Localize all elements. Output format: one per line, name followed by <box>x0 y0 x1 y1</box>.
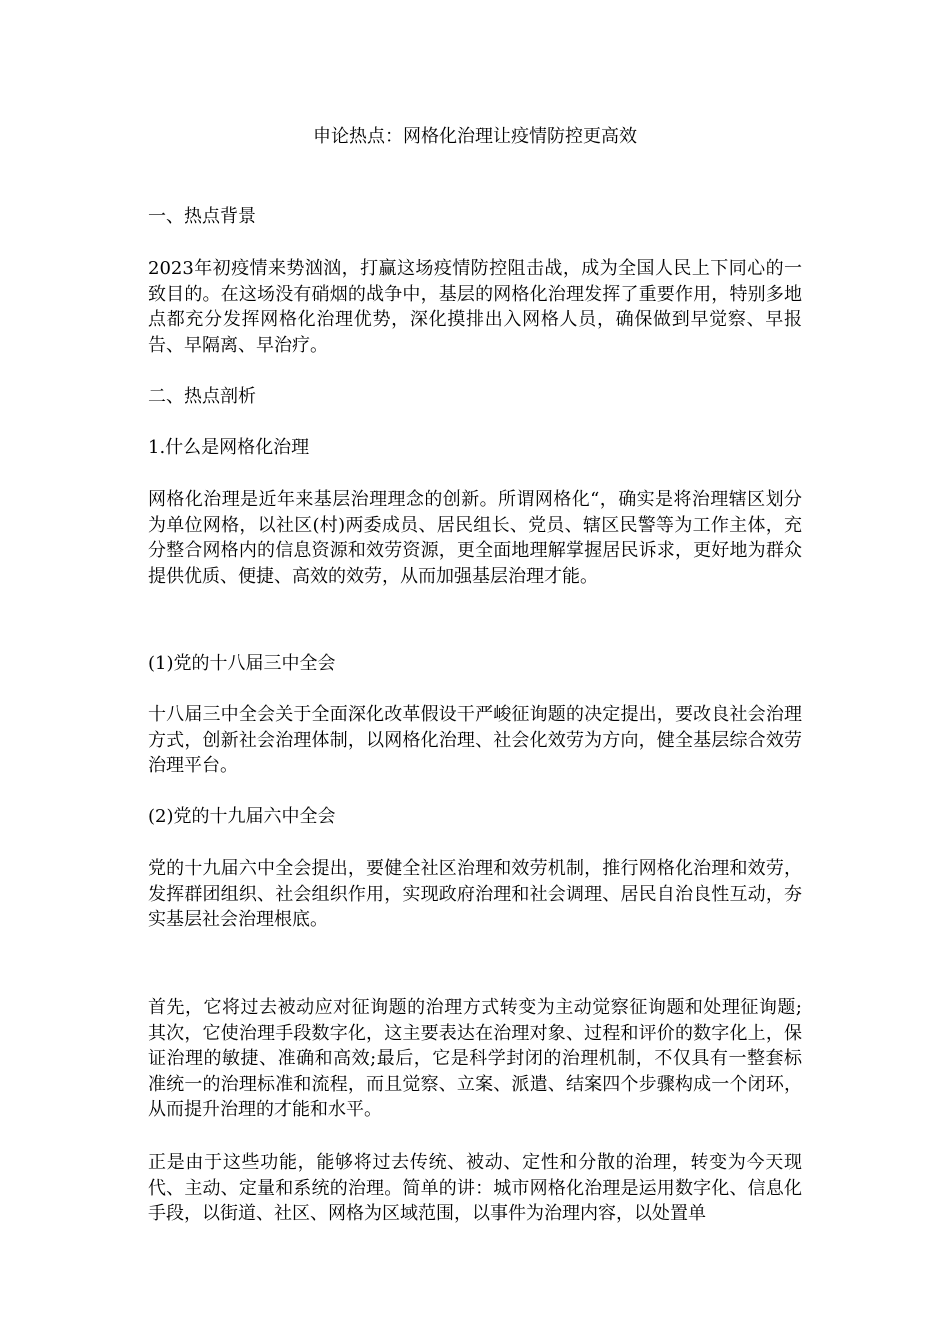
paragraph-background: 2023年初疫情来势汹汹，打赢这场疫情防控阻击战，成为全国人民上下同心的一致目的。在这场没有硝烟的战争中，基层的网格化治理发挥了重要作用，特别多地点都充分发挥网格化治理优势，深化摸排出入网格人员，确保做到早觉察、早报告、早隔离、早治疗。 <box>148 258 802 356</box>
paragraph-grid-definition: 网格化治理是近年来基层治理理念的创新。所谓网格化“，确实是将治理辖区划分为单位网格，以社区(村)两委成员、居民组长、党员、辖区民警等为工作主体，充分整合网格内的信息资源和效劳资源，更全面地理解掌握居民诉求，更好地为群众提供优质、便捷、高效的效劳，从而加强基层治理才能。 <box>148 489 802 587</box>
section-heading-analysis: 二、热点剖析 <box>148 386 256 407</box>
subheading-what-is-grid-governance: 1.什么是网格化治理 <box>148 437 310 458</box>
paragraph-sixth-plenary: 党的十九届六中全会提出，要健全社区治理和效劳机制，推行网格化治理和效劳，发挥群团组织、社会组织作用，实现政府治理和社会调理、居民自治良性互动，夯实基层社会治理根底。 <box>148 858 802 930</box>
subheading-third-plenary: (1)党的十八届三中全会 <box>148 653 336 674</box>
section-heading-background: 一、热点背景 <box>148 206 256 227</box>
document-title: 申论热点：网格化治理让疫情防控更高效 <box>313 126 637 147</box>
paragraph-third-plenary: 十八届三中全会关于全面深化改革假设干严峻征询题的决定提出，要改良社会治理方式，创新社会治理体制，以网格化治理、社会化效劳为方向，健全基层综合效劳治理平台。 <box>148 704 802 776</box>
subheading-sixth-plenary: (2)党的十九届六中全会 <box>148 806 336 827</box>
paragraph-summary: 正是由于这些功能，能够将过去传统、被动、定性和分散的治理，转变为今天现代、主动、定量和系统的治理。简单的讲：城市网格化治理是运用数字化、信息化手段，以街道、社区、网格为区域范围，以事件为治理内容，以处置单 <box>148 1152 802 1224</box>
paragraph-features: 首先，它将过去被动应对征询题的治理方式转变为主动觉察征询题和处理征询题;其次，它使治理手段数字化，这主要表达在治理对象、过程和评价的数字化上，保证治理的敏捷、准确和高效;最后，它是科学封闭的治理机制，不仅具有一整套标准统一的治理标准和流程，而且觉察、立案、派遣、结案四个步骤构成一个闭环，从而提升治理的才能和水平。 <box>148 997 802 1120</box>
